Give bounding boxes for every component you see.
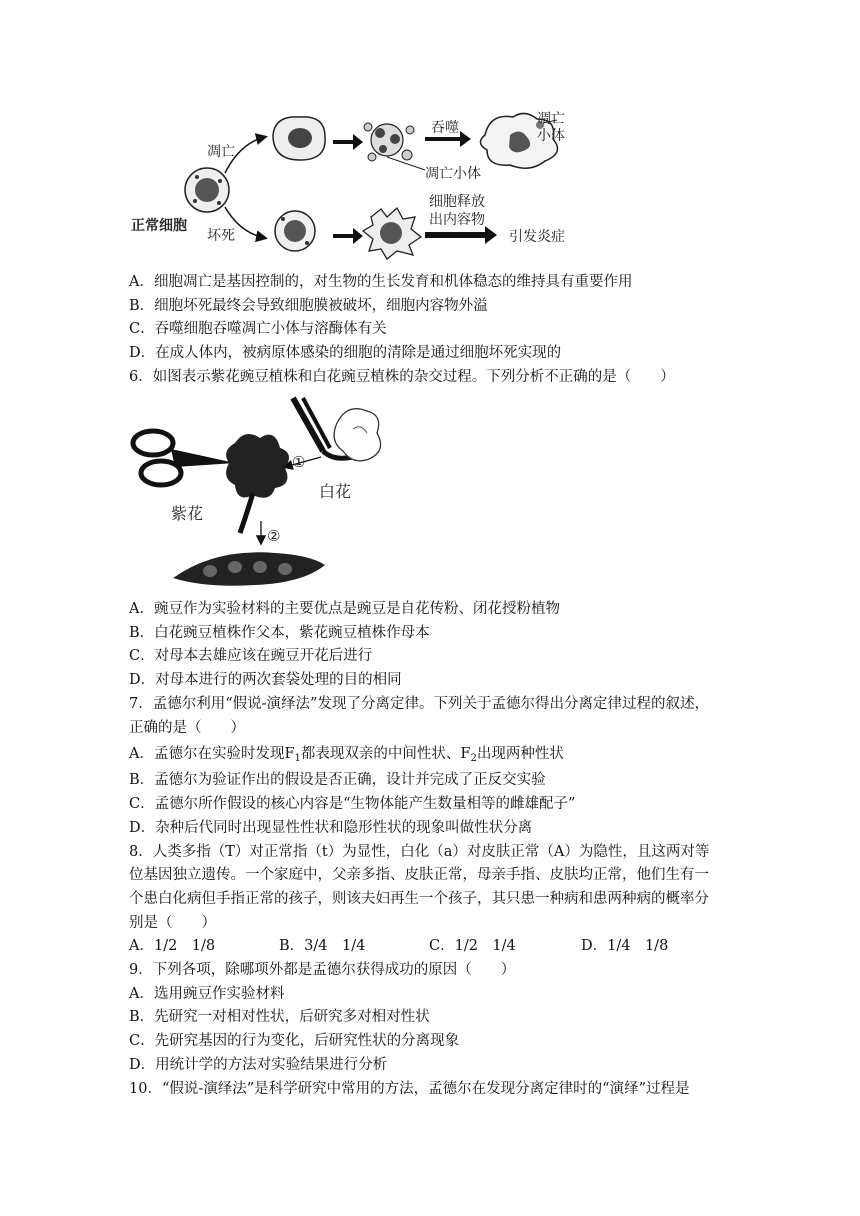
label-phagocytose: 吞噬 bbox=[431, 120, 459, 136]
q6-option-b: B．白花豌豆植株作父本，紫花豌豆植株作母本 bbox=[129, 625, 430, 641]
arrow-icon bbox=[333, 134, 363, 150]
q7-option-b: B．孟德尔为验证作出的假设是否正确，设计并完成了正反交实验 bbox=[129, 772, 546, 788]
label-step2: ② bbox=[267, 527, 281, 545]
label-white-flower: 白花 bbox=[319, 482, 352, 501]
ruptured-cell-icon bbox=[363, 208, 421, 259]
q7-option-a-part3: 出现两种性状 bbox=[476, 746, 564, 762]
fragmenting-cell-icon bbox=[364, 123, 414, 161]
q8-stem-line1: 8．人类多指（T）对正常指（t）为显性，白化（a）对皮肤正常（A）为隐性，且这两对等 bbox=[129, 844, 710, 860]
q8-stem-line2: 位基因独立遗传。一个家庭中，父亲多指、皮肤正常，母亲手指、皮肤均正常，他们生有一 bbox=[129, 867, 709, 883]
q10-stem: 10．“假说-演绎法”是科学研究中常用的方法，孟德尔在发现分离定律时的“演绎”过程是 bbox=[129, 1081, 690, 1097]
q9-option-d: D．用统计学的方法对实验结果进行分析 bbox=[129, 1057, 388, 1073]
q5-option-c: C．吞噬细胞吞噬凋亡小体与溶酶体有关 bbox=[129, 321, 387, 337]
pea-cross-diagram bbox=[125, 393, 405, 593]
f2-symbol: $F_2$ bbox=[460, 746, 477, 764]
q7-stem-line2: 正确的是（ ） bbox=[129, 720, 245, 736]
q8-stem-line3: 个患白化病但手指正常的孩子，则该夫妇再生一个孩子，其只患一种病和患两种病的概率分 bbox=[129, 891, 709, 907]
q9-option-a: A．选用豌豆作实验材料 bbox=[129, 986, 285, 1002]
label-apoptosis: 凋亡 bbox=[207, 144, 235, 160]
label-necrosis: 坏死 bbox=[207, 228, 235, 244]
scissors-icon bbox=[133, 431, 235, 485]
label-purple-flower: 紫花 bbox=[171, 504, 204, 523]
q8-stem-line4: 别是（ ） bbox=[129, 915, 216, 931]
q7-option-c: C．孟德尔所作假设的核心内容是“生物体能产生数量相等的雌雄配子” bbox=[129, 796, 576, 812]
normal-cell-icon bbox=[185, 168, 229, 212]
q5-option-a: A．细胞凋亡是基因控制的，对生物的生长发育和机体稳态的维持具有重要作用 bbox=[129, 274, 633, 290]
q6-option-d: D．对母本进行的两次套袋处理的目的相同 bbox=[129, 672, 402, 688]
q8-option-c: C．1/2 1/4 bbox=[429, 938, 516, 954]
q7-option-a-part1: A．孟德尔在实验时发现 bbox=[129, 746, 285, 762]
q7-stem-line1: 7．孟德尔利用“假说-演绎法”发现了分离定律。下列关于孟德尔得出分离定律过程的叙述， bbox=[129, 696, 709, 712]
q5-option-b: B．细胞坏死最终会导致细胞膜被破坏，细胞内容物外溢 bbox=[129, 298, 488, 314]
pea-cross-figure bbox=[125, 393, 405, 593]
q7-option-a-part2: 都表现双亲的中间性状、 bbox=[300, 746, 461, 762]
q9-option-c: C．先研究基因的行为变化，后研究性状的分离现象 bbox=[129, 1033, 460, 1049]
q6-option-a: A．豌豆作为实验材料的主要优点是豌豆是自花传粉、闭花授粉植物 bbox=[129, 601, 560, 617]
q6-stem: 6．如图表示紫花豌豆植株和白花豌豆植株的杂交过程。下列分析不正确的是（ ） bbox=[129, 369, 675, 385]
q8-option-d: D．1/4 1/8 bbox=[581, 938, 669, 954]
label-step1: ① bbox=[292, 453, 306, 471]
q8-options bbox=[129, 936, 668, 956]
q9-option-b: B．先研究一对相对性状，后研究多对相对性状 bbox=[129, 1009, 430, 1025]
q7-option-d: D．杂种后代同时出现显性性状和隐形性状的现象叫做性状分离 bbox=[129, 820, 533, 836]
q8-option-b: B．3/4 1/4 bbox=[279, 938, 366, 954]
label-release-line2: 出内容物 bbox=[429, 212, 485, 228]
q5-option-d: D．在成人体内，被病原体感染的细胞的清除是通过细胞坏死实现的 bbox=[129, 345, 562, 361]
q9-stem: 9．下列各项，除哪项外都是孟德尔获得成功的原因（ ） bbox=[129, 962, 516, 978]
pea-pod-icon bbox=[173, 552, 325, 585]
purple-flower-icon bbox=[226, 434, 289, 533]
label-apoptotic-body-right: 凋亡小体 bbox=[537, 111, 565, 144]
label-normal-cell: 正常细胞 bbox=[131, 218, 187, 234]
f1-symbol: $F_1$ bbox=[284, 746, 301, 764]
label-release-line1: 细胞释放 bbox=[429, 194, 485, 210]
white-flower-icon bbox=[334, 409, 380, 461]
apoptosis-necrosis-figure bbox=[125, 105, 595, 265]
apoptotic-cell-icon bbox=[273, 117, 325, 160]
q7-option-a bbox=[129, 744, 564, 769]
q6-option-c: C．对母本去雄应该在豌豆开花后进行 bbox=[129, 648, 373, 664]
arrow-icon bbox=[333, 228, 363, 244]
q8-option-a: A．1/2 1/8 bbox=[129, 938, 216, 954]
label-apoptotic-body-bottom: 凋亡小体 bbox=[425, 166, 481, 182]
swollen-cell-icon bbox=[275, 211, 315, 251]
label-inflammation: 引发炎症 bbox=[509, 229, 565, 245]
